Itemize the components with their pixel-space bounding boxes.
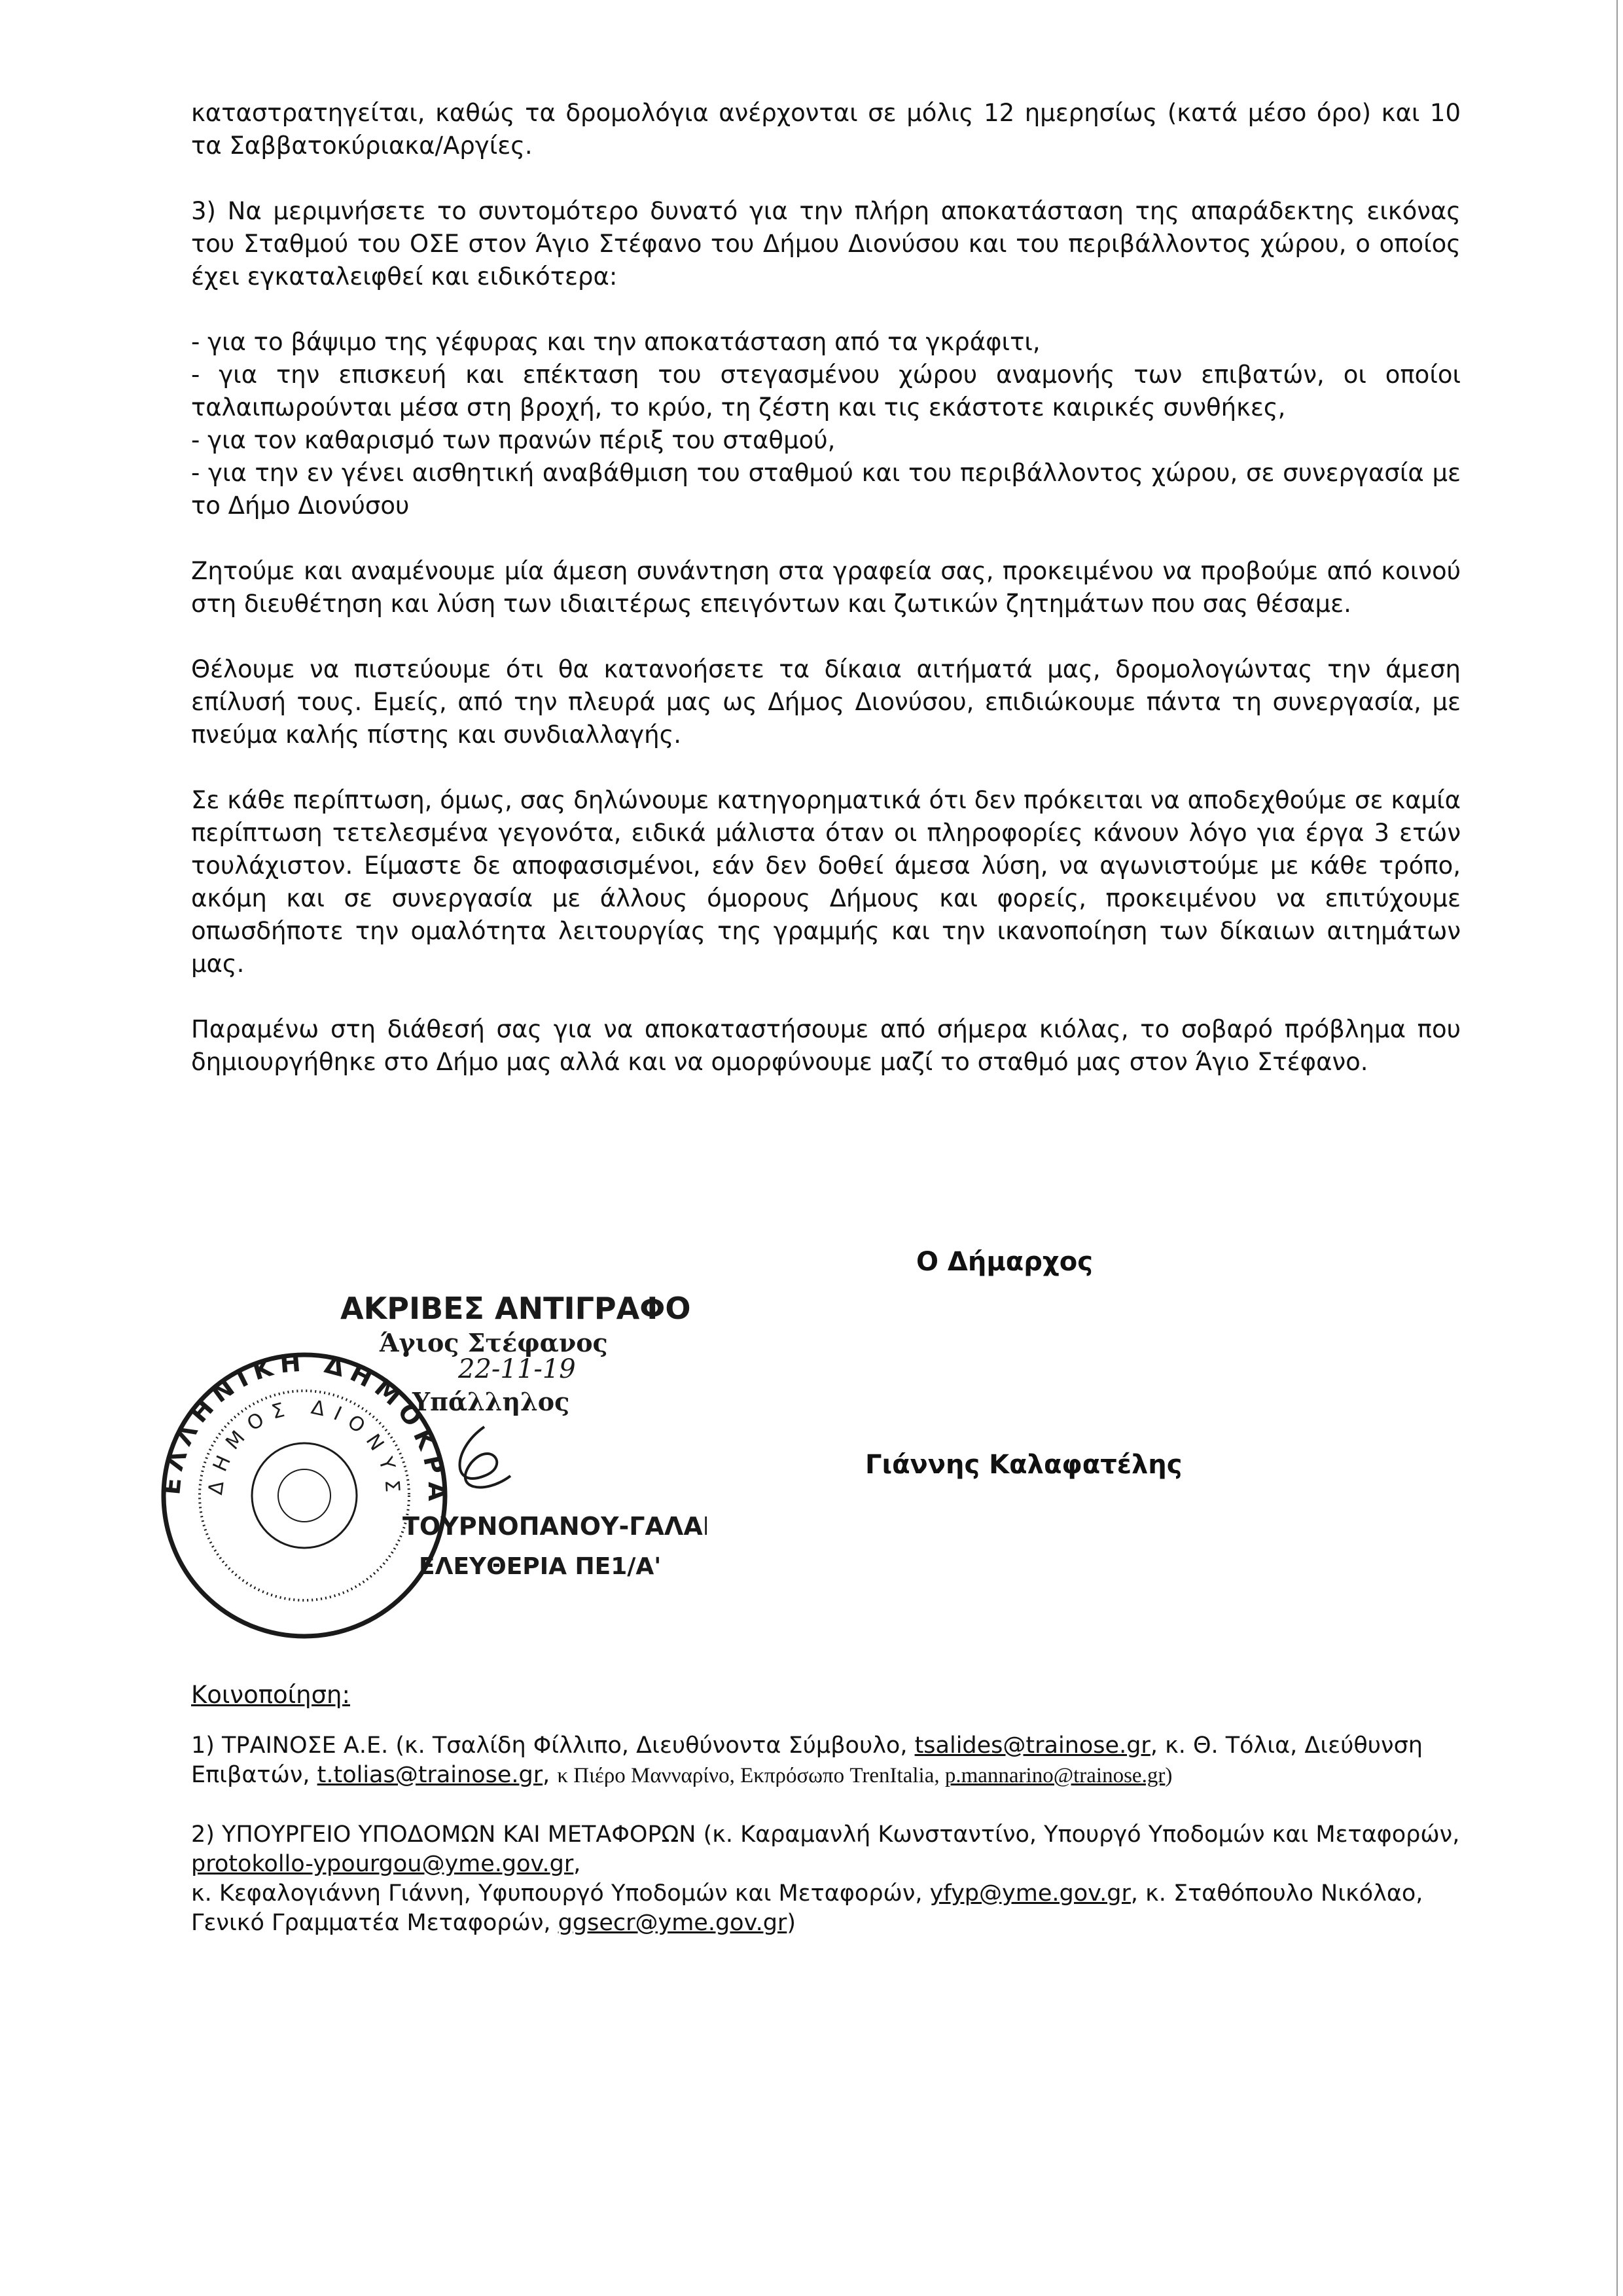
bullet-item: - για τον καθαρισμό των πρανών πέριξ του σταθμού, — [191, 426, 836, 454]
intro-paragraph: καταστρατηγείται, καθώς τα δρομολόγια ανέρχονται σε μόλις 12 ημερησίως (κατά μέσο όρο) και 10 τα Σαββατοκύριακα/Αργίες. — [191, 99, 1461, 160]
cc-item-ministry — [191, 1820, 1474, 1938]
cc-text: κ. Κεφαλογιάννη Γιάννη, Υφυπουργό Υποδομών και Μεταφορών, — [191, 1880, 930, 1907]
official-stamp — [144, 1280, 707, 1646]
cc-label: Κοινοποίηση: — [191, 1681, 350, 1709]
cc-text-serif: ) — [1165, 1764, 1173, 1787]
stamp-role: Υπάλληλος — [412, 1387, 570, 1416]
stamp-inner-ring — [200, 1391, 409, 1600]
cc-text: , — [543, 1762, 558, 1788]
bullet-item: - για την εν γένει αισθητική αναβάθμιση του σταθμού και του περιβάλλοντος χώρου, σε συνεργασία με το Δήμο Διονύσου — [191, 459, 1461, 520]
closing-paragraph: Παραμένω στη διάθεσή σας για να αποκαταστήσουμε από σήμερα κιόλας, το σοβαρό πρόβλημα που δημιουργήθηκε στο Δήμο μας αλλά και να ομορφύνουμε μαζί το σταθμό μας στον Άγιο Στέφανο. — [191, 1015, 1461, 1076]
cc-list — [191, 1731, 1474, 1967]
bullet-item: - για την επισκευή και επέκταση του στεγασμένου χώρου αναμονής των επιβατών, οι οποίοι ταλαιπωρούνται μέσα στη βροχή, το κρύο, τη ζέστη και τις εκάστοτε καιρικές συνθήκες, — [191, 361, 1461, 422]
stamp-graphic — [144, 1280, 707, 1646]
cc-text: 1) ΤΡΑΙΝΟΣΕ Α.Ε. (κ. Τσαλίδη Φίλλιπο, Διευθύνοντα Σύμβουλο, — [191, 1732, 915, 1759]
signature-title: Ο Δήμαρχος — [916, 1247, 1093, 1277]
cc-text: ) — [787, 1910, 796, 1936]
email-link[interactable]: tsalides@trainose.gr — [914, 1732, 1150, 1759]
cc-text: , — [573, 1851, 581, 1877]
point-3-paragraph: 3) Να μεριμνήσετε το συντομότερο δυνατό για την πλήρη αποκατάσταση της απαράδεκτης εικόνας του Σταθμού του ΟΣΕ στον Άγιο Στέφανο του Δήμου Διονύσου και του περιβάλλοντος χώρου, ο οποίος έχει εγκαταλειφθεί και ειδικότερα: — [191, 197, 1461, 291]
stamp-clerk-name: ΤΟΥΡΝΟΠΑΝΟΥ-ΓΑΛΑ — [402, 1512, 703, 1541]
cc-text-serif: κ Πιέρο Μανναρίνο, Εκπρόσωπο TrenItalia, — [557, 1764, 945, 1787]
cc-item-trainose — [191, 1731, 1474, 1791]
bullet-item: - για το βάψιμο της γέφυρας και την αποκατάσταση από τα γκράφιτι, — [191, 328, 1041, 356]
cc-text: 2) ΥΠΟΥΡΓΕΙΟ ΥΠΟΔΟΜΩΝ ΚΑΙ ΜΕΤΑΦΟΡΩΝ (κ. Καραμανλή Κωνσταντίνο, Υπουργό Υποδομών και Μεταφορών, — [191, 1821, 1460, 1848]
stamp-date: 22-11-19 — [458, 1354, 576, 1384]
stamp-ring-inner-text: ΔΗΜΟΣ ΔΙΟΝΥΣ — [204, 1395, 404, 1502]
email-link[interactable]: p.mannarino@trainose.gr — [944, 1764, 1166, 1787]
stamp-place: Άγιος Στέφανος — [380, 1328, 608, 1357]
stamp-emblem-circle — [252, 1443, 357, 1548]
email-link[interactable]: t.tolias@trainose.gr — [317, 1762, 543, 1788]
email-link[interactable]: yfyp@yme.gov.gr — [929, 1880, 1131, 1907]
email-link[interactable]: protokollo-ypourgou@yme.gov.gr — [191, 1851, 574, 1877]
meeting-paragraph: Ζητούμε και αναμένουμε μία άμεση συνάντηση στα γραφεία σας, προκειμένου να προβούμε από κοινού στη διευθέτηση και λύση των ιδιαιτέρως επειγόντων και ζωτικών ζητημάτων που σας θέσαμε. — [191, 557, 1461, 618]
handwritten-signature — [460, 1427, 511, 1487]
email-link[interactable]: ggsecr@yme.gov.gr — [558, 1910, 787, 1936]
stamp-clerk-details: ΕΛΕΥΘΕΡΙΑ ΠΕ1/Α' — [419, 1553, 662, 1580]
stamp-ring-outer-text: ΕΛΛΗΝΙΚΗ ΔΗΜΟΚΡΑ — [156, 1348, 452, 1508]
letter-body — [191, 97, 1461, 1111]
warning-paragraph: Σε κάθε περίπτωση, όμως, σας δηλώνουμε κατηγορηματικά ότι δεν πρόκειται να αποδεχθούμε σε καμία περίπτωση τετελεσμένα γεγονότα, ειδικά μάλιστα όταν οι πληροφορίες κάνουν λόγο για έργα 3 ετών τουλάχιστον. Είμαστε δε αποφασισμένοι, εάν δεν δοθεί άμεσα λύση, να αγωνιστούμε με κάθε τρόπο, ακόμη και σε συνεργασία με άλλους όμορους Δήμους και φορείς, προκειμένου να επιτύχουμε οπωσδήποτε την ομαλότητα λειτουργίας της γραμμής και την ικανοποίηση των δίκαιων αιτημάτων μας. — [191, 786, 1461, 978]
stamp-header: ΑΚΡΙΒΕΣ ΑΝΤΙΓΡΑΦΟ — [340, 1291, 691, 1326]
belief-paragraph: Θέλουμε να πιστεύουμε ότι θα κατανοήσετε τα δίκαια αιτήματά μας, δρομολογώντας την άμεση επίλυσή τους. Εμείς, από την πλευρά μας ως Δήμος Διονύσου, επιδιώκουμε πάντα τη συνεργασία, με πνεύμα καλής πίστης και συνδιαλλαγής. — [191, 655, 1461, 749]
cc-text: , κ. Θ. Τόλια, Διεύθυνση Επιβατών, — [191, 1732, 1423, 1788]
stamp-emblem-center — [278, 1469, 330, 1522]
signature-name: Γιάννης Καλαφατέλης — [865, 1450, 1183, 1480]
cc-text: , κ. Σταθόπουλο Νικόλαο, Γενικό Γραμματέα Μεταφορών, — [191, 1880, 1423, 1936]
page-edge-line — [1616, 0, 1618, 2296]
